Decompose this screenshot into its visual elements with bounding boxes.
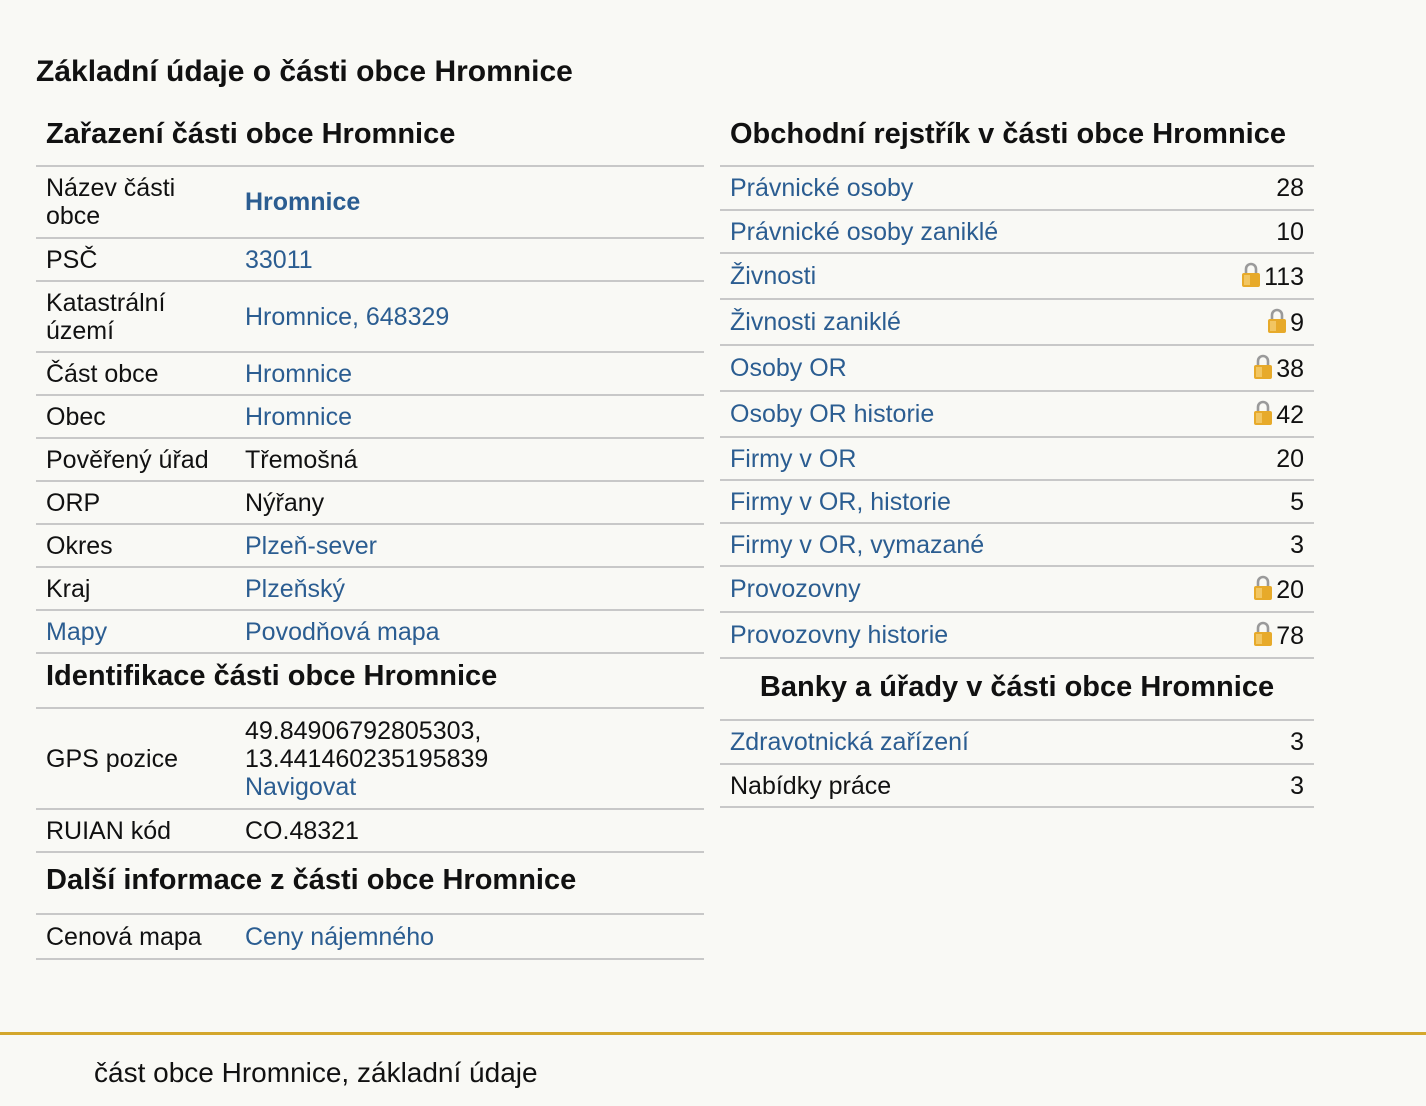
row-label: Obec	[36, 395, 235, 438]
table-row	[720, 437, 1314, 480]
table-row	[36, 524, 704, 567]
cadastral-link[interactable]: Hromnice, 648329	[245, 302, 450, 331]
row-label: Katastrální území	[36, 281, 235, 352]
table-row	[720, 480, 1314, 523]
table-row	[36, 352, 704, 395]
gps-label: GPS pozice	[36, 709, 235, 809]
maps-link[interactable]: Mapy	[46, 617, 108, 646]
table-row	[36, 809, 704, 852]
dalsi-table	[36, 915, 704, 960]
banky-table	[720, 721, 1314, 808]
row-value: 9	[1290, 308, 1304, 337]
municipality-link[interactable]: Hromnice	[245, 402, 352, 431]
table-row	[720, 391, 1314, 437]
navigate-link[interactable]: Navigovat	[245, 772, 357, 801]
table-row	[36, 438, 704, 481]
row-value: 28	[1181, 167, 1314, 210]
psc-link[interactable]: 33011	[245, 245, 313, 274]
health-facilities-link[interactable]: Zdravotnická zařízení	[730, 728, 969, 756]
section-title-identifikace: Identifikace části obce Hromnice	[36, 654, 704, 709]
row-label: Část obce	[36, 352, 235, 395]
row-value: 113	[1264, 262, 1304, 291]
row-value: 78	[1276, 621, 1304, 650]
section-title-dalsi: Další informace z části obce Hromnice	[36, 853, 704, 915]
table-row	[36, 567, 704, 610]
table-row	[36, 238, 704, 281]
table-row	[36, 281, 704, 352]
price-map-label: Cenová mapa	[36, 915, 235, 959]
table-row	[36, 709, 704, 809]
row-label: Nabídky práce	[720, 764, 1245, 807]
region-link[interactable]: Plzeňský	[245, 574, 346, 603]
row-label: Okres	[36, 524, 235, 567]
part-link[interactable]: Hromnice	[245, 359, 352, 388]
trades-defunct-link[interactable]: Živnosti zaniklé	[730, 308, 901, 336]
gps-longitude: 13.441460235195839	[245, 744, 489, 773]
table-row	[36, 915, 704, 959]
lock-icon	[1253, 575, 1273, 601]
section-title-banky: Banky a úřady v části obce Hromnice	[720, 659, 1314, 721]
section-title-obchodni: Obchodní rejstřík v části obce Hromnice	[720, 112, 1314, 167]
table-row	[720, 345, 1314, 391]
lock-icon	[1253, 354, 1273, 380]
table-row	[720, 253, 1314, 299]
table-row	[720, 612, 1314, 658]
table-row	[720, 721, 1314, 764]
lock-icon	[1267, 308, 1287, 334]
persons-or-link[interactable]: Osoby OR	[730, 354, 847, 382]
table-row	[36, 481, 704, 524]
persons-or-history-link[interactable]: Osoby OR historie	[730, 400, 935, 428]
footer-text: část obce Hromnice, základní údaje	[94, 1057, 538, 1088]
part-name-link[interactable]: Hromnice	[245, 188, 361, 216]
table-row	[720, 764, 1314, 807]
trades-link[interactable]: Živnosti	[730, 262, 817, 290]
table-row	[720, 566, 1314, 612]
row-label: Kraj	[36, 567, 235, 610]
flood-map-link[interactable]: Povodňová mapa	[245, 617, 440, 646]
section-title-zarazeni: Zařazení části obce Hromnice	[36, 112, 704, 167]
lock-icon	[1241, 262, 1261, 288]
row-value: 10	[1181, 210, 1314, 253]
gps-latitude: 49.84906792805303,	[245, 716, 482, 745]
establishments-history-link[interactable]: Provozovny historie	[730, 621, 949, 649]
lock-icon	[1253, 400, 1273, 426]
firms-or-history-link[interactable]: Firmy v OR, historie	[730, 487, 951, 516]
rent-prices-link[interactable]: Ceny nájemného	[245, 922, 435, 951]
zarazeni-table	[36, 167, 704, 654]
legal-entities-defunct-link[interactable]: Právnické osoby zaniklé	[730, 217, 999, 246]
row-value: 5	[1181, 480, 1314, 523]
identifikace-table	[36, 709, 704, 853]
table-row	[720, 523, 1314, 566]
row-value: 3	[1245, 764, 1314, 807]
row-label: Pověřený úřad	[36, 438, 235, 481]
district-link[interactable]: Plzeň-sever	[245, 531, 377, 560]
table-row	[36, 167, 704, 238]
obchodni-table	[720, 167, 1314, 659]
table-row	[720, 167, 1314, 210]
legal-entities-link[interactable]: Právnické osoby	[730, 174, 914, 202]
row-value: 3	[1181, 523, 1314, 566]
ruian-value: CO.48321	[235, 809, 704, 852]
table-row	[36, 610, 704, 653]
row-value: 20	[1276, 575, 1304, 604]
table-row	[720, 210, 1314, 253]
page-title: Základní údaje o části obce Hromnice	[36, 55, 573, 88]
row-value: 20	[1181, 437, 1314, 480]
table-row	[36, 395, 704, 438]
row-value: Nýřany	[235, 481, 704, 524]
row-value: Třemošná	[235, 438, 704, 481]
lock-icon	[1253, 621, 1273, 647]
establishments-link[interactable]: Provozovny	[730, 575, 861, 603]
footer-divider	[0, 1032, 1426, 1035]
row-label: Název části obce	[36, 167, 235, 238]
row-value: 3	[1245, 721, 1314, 764]
row-label: ORP	[36, 481, 235, 524]
table-row	[720, 299, 1314, 345]
row-value: 38	[1276, 354, 1304, 383]
firms-or-link[interactable]: Firmy v OR	[730, 444, 857, 473]
ruian-label: RUIAN kód	[36, 809, 235, 852]
left-column	[36, 112, 704, 960]
row-value: 42	[1276, 400, 1304, 429]
row-label: PSČ	[36, 238, 235, 281]
right-column	[720, 112, 1314, 808]
firms-or-deleted-link[interactable]: Firmy v OR, vymazané	[730, 530, 985, 559]
